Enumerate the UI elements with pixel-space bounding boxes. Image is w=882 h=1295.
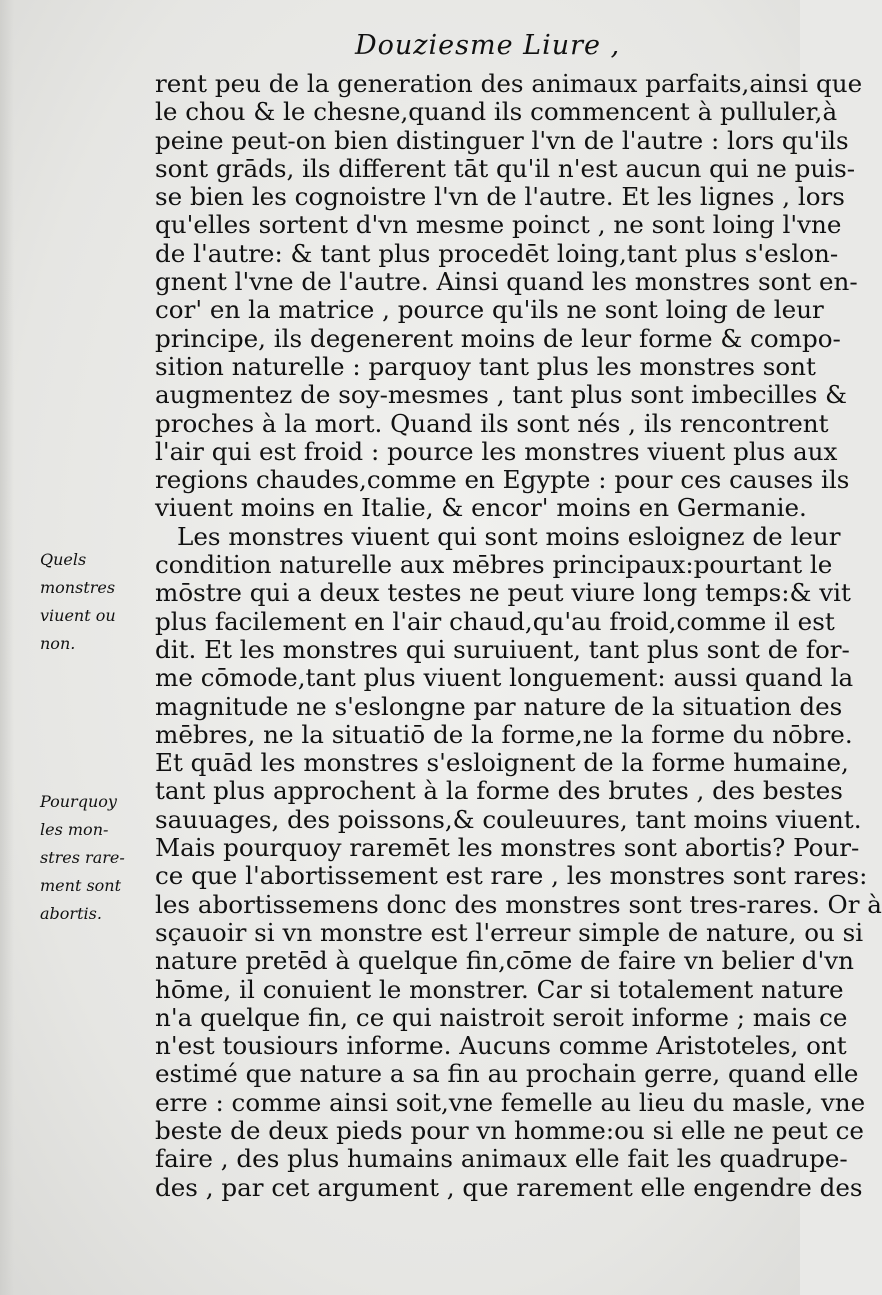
margin-note-line: ment sont — [40, 876, 122, 895]
text-line: mēbres, ne la situatiō de la forme,ne la forme du nōbre. — [155, 719, 853, 749]
text-line: rent peu de la generation des animaux parfaits,ainsi que — [155, 69, 863, 98]
text-line: viuent moins en Italie, & encor' moins en Germanie. — [155, 493, 807, 523]
text-line: le chou & le chesne,quand ils commencent à pulluler,à — [155, 97, 838, 127]
text-line: augmentez de soy-mesmes , tant plus sont imbecilles & — [155, 380, 848, 410]
text-line: sauuages, des poissons,& couleuures, tant moins viuent. — [155, 804, 862, 834]
margin-note-line: les mon- — [40, 820, 109, 839]
text-line: principe, ils degenerent moins de leur forme & compo- — [155, 323, 841, 353]
text-line: erre : comme ainsi soit,vne femelle au lieu du masle, vne — [155, 1087, 866, 1117]
text-line: n'a quelque fin, ce qui naistroit seroit informe ; mais ce — [155, 1002, 848, 1032]
text-line: estimé que nature a sa fin au prochain gerre, quand elle — [155, 1059, 859, 1089]
text-line: me cōmode,tant plus viuent longuement: aussi quand la — [155, 663, 854, 693]
text-line: n'est tousiours informe. Aucuns comme Aristoteles, ont — [155, 1031, 847, 1061]
text-line: ce que l'abortissement est rare , les monstres sont rares: — [155, 861, 868, 891]
text-line: sçauoir si vn monstre est l'erreur simple de nature, ou si — [155, 917, 864, 947]
margin-note-line: abortis. — [40, 904, 102, 923]
text-line: cor' en la matrice , pource qu'ils ne sont loing de leur — [155, 295, 824, 325]
text-line: hōme, il conuient le monstrer. Car si totalement nature — [155, 974, 844, 1004]
text-line: mōstre qui a deux testes ne peut viure long temps:& vit — [155, 578, 851, 608]
margin-note-line: non. — [40, 634, 76, 653]
margin-note-line: viuent ou — [40, 606, 116, 625]
margin-note-line: Pourquoy — [40, 792, 117, 811]
text-line: magnitude ne s'eslongne par nature de la situation des — [155, 691, 843, 721]
text-line: regions chaudes,comme en Egypte : pour ces causes ils — [155, 465, 850, 495]
text-line: sont grāds, ils different tāt qu'il n'est aucun qui ne puis- — [155, 153, 856, 183]
margin-note-line: monstres — [40, 578, 116, 597]
margin-note-line: stres rare- — [40, 848, 125, 867]
running-header: Douziesme Liure , — [355, 30, 621, 61]
text-line: peine peut-on bien distinguer l'vn de l'autre : lors qu'ils — [155, 125, 849, 155]
gutter-shadow — [0, 0, 14, 1295]
text-line: nature pretēd à quelque fin,cōme de faire vn belier d'vn — [155, 946, 855, 976]
text-line: sition naturelle : parquoy tant plus les monstres sont — [155, 351, 816, 381]
margin-note-quels-monstres — [40, 546, 150, 658]
text-line: des , par cet argument , que rarement elle engendre des — [155, 1172, 863, 1202]
margin-note-line: Quels — [40, 550, 87, 569]
margin-note-pourquoy — [40, 788, 150, 928]
text-line: Les monstres viuent qui sont moins esloignez de leur — [177, 521, 841, 551]
text-line: gnent l'vne de l'autre. Ainsi quand les monstres sont en- — [155, 267, 858, 297]
text-line: de l'autre: & tant plus procedēt loing,tant plus s'eslon- — [155, 238, 839, 268]
text-line: qu'elles sortent d'vn mesme poinct , ne sont loing l'vne — [155, 210, 842, 240]
text-line: Mais pourquoy raremēt les monstres sont abortis? Pour- — [155, 833, 860, 863]
text-line: condition naturelle aux mēbres principaux:pourtant le — [155, 550, 833, 580]
text-line: beste de deux pieds pour vn homme:ou si elle ne peut ce — [155, 1115, 864, 1145]
body-text — [155, 69, 882, 1202]
text-line: proches à la mort. Quand ils sont nés , ils rencontrent — [155, 408, 829, 438]
text-line: Et quād les monstres s'esloignent de la forme humaine, — [155, 748, 849, 778]
text-line: les abortissemens donc des monstres sont tres-rares. Or à — [155, 889, 882, 919]
text-line: plus facilement en l'air chaud,qu'au froid,comme il est — [155, 606, 835, 636]
text-line: tant plus approchent à la forme des brutes , des bestes — [155, 776, 843, 806]
text-line: se bien les cognoistre l'vn de l'autre. Et les lignes , lors — [155, 182, 845, 212]
text-line: dit. Et les monstres qui suruiuent, tant plus sont de for- — [155, 634, 850, 664]
text-line: faire , des plus humains animaux elle fait les quadrupe- — [155, 1144, 848, 1174]
text-line: l'air qui est froid : pource les monstres viuent plus aux — [155, 436, 838, 466]
